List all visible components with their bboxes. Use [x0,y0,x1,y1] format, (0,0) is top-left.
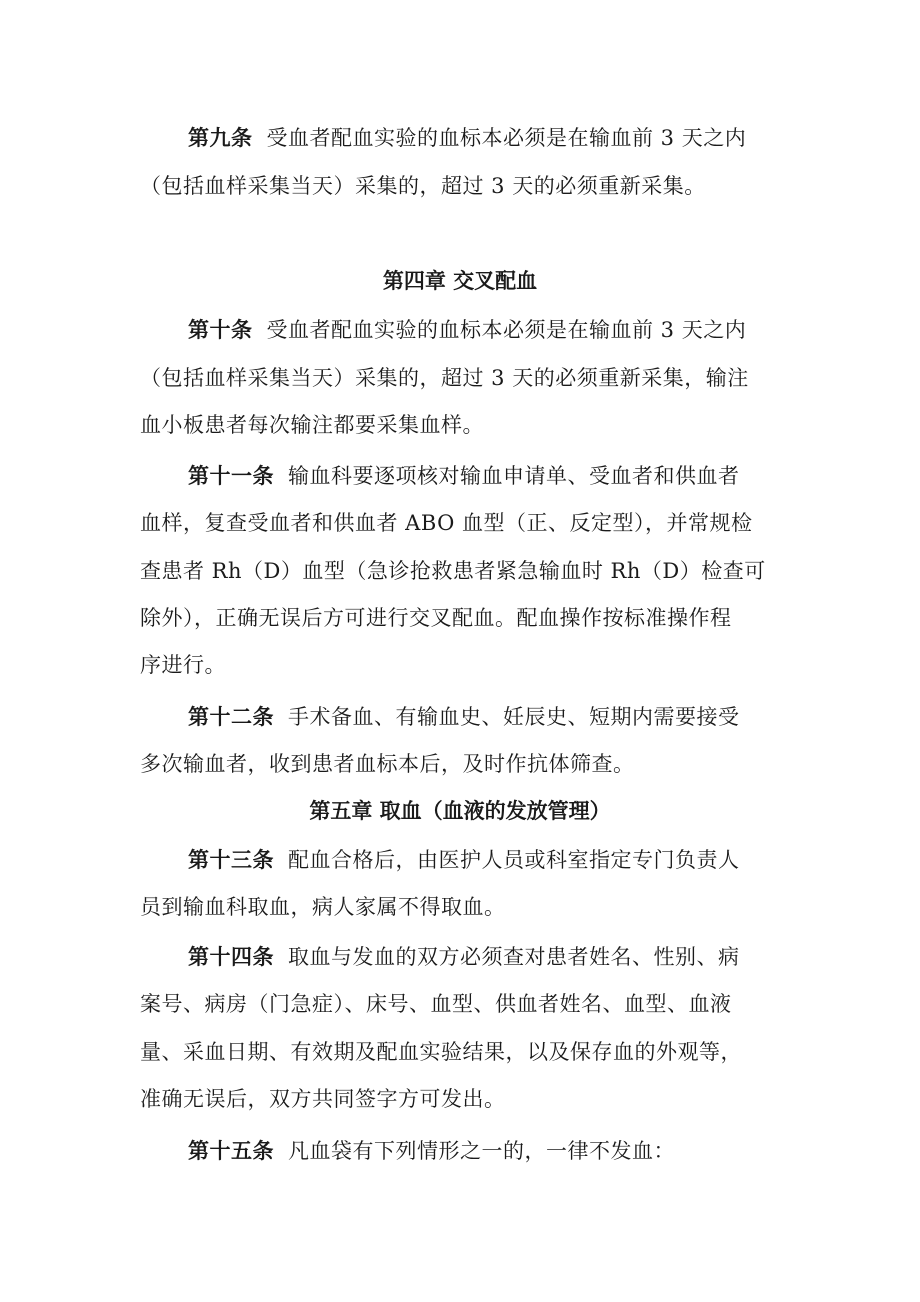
article-9-line-1 [188,124,780,152]
chapter-4-title: 第四章 交叉配血 [382,269,538,293]
article-11-line-2: 血样，复查受血者和供血者 ABO 血型（正、反定型），并常规检 [140,511,753,535]
article-10-line-2: （包括血样采集当天）采集的，超过 3 天的必须重新采集，输注 [140,366,749,390]
article-15-line-1 [188,1137,780,1165]
article-13-text: 配血合格后，由医护人员或科室指定专门负责人 [288,848,740,872]
article-13-line-1 [188,846,780,874]
article-15-text: 凡血袋有下列情形之一的，一律不发血： [288,1139,675,1163]
article-11-text: 输血科要逐项核对输血申请单、受血者和供血者 [288,464,740,488]
article-12-heading: 第十二条 [188,705,274,729]
article-11-line-1 [188,462,780,490]
article-12-line-1 [188,703,780,731]
article-11-line-4: 除外），正确无误后方可进行交叉配血。配血操作按标准操作程 [140,606,732,630]
article-14-line-4: 准确无误后，双方共同签字方可发出。 [140,1087,506,1111]
article-10-line-3: 血小板患者每次输注都要采集血样。 [140,413,484,437]
article-10-heading: 第十条 [188,318,253,342]
article-14-line-3: 量、采血日期、有效期及配血实验结果，以及保存血的外观等， [140,1040,742,1064]
article-14-line-2: 案号、病房（门急症）、床号、血型、供血者姓名、血型、血液 [140,992,732,1016]
article-11-line-3: 查患者 Rh（D）血型（急诊抢救患者紧急输血时 Rh（D）检查可 [140,559,766,583]
chapter-5-title: 第五章 取血（血液的发放管理） [309,799,611,823]
article-10-text: 受血者配血实验的血标本必须是在输血前 3 天之内 [266,318,747,342]
article-9-heading: 第九条 [188,126,253,150]
article-14-heading: 第十四条 [188,945,274,969]
article-9-line-2: （包括血样采集当天）采集的，超过 3 天的必须重新采集。 [140,174,706,198]
article-11-heading: 第十一条 [188,464,274,488]
article-13-heading: 第十三条 [188,848,274,872]
article-12-text: 手术备血、有输血史、妊辰史、短期内需要接受 [288,705,740,729]
article-14-line-1 [188,943,780,971]
article-12-line-2: 多次输血者，收到患者血标本后，及时作抗体筛查。 [140,752,635,776]
article-11-line-5: 序进行。 [140,653,226,677]
article-14-text: 取血与发血的双方必须查对患者姓名、性别、病 [288,945,740,969]
article-15-heading: 第十五条 [188,1139,274,1163]
article-13-line-2: 员到输血科取血，病人家属不得取血。 [140,895,506,919]
article-9-text: 受血者配血实验的血标本必须是在输血前 3 天之内 [266,126,747,150]
article-10-line-1 [188,316,780,344]
